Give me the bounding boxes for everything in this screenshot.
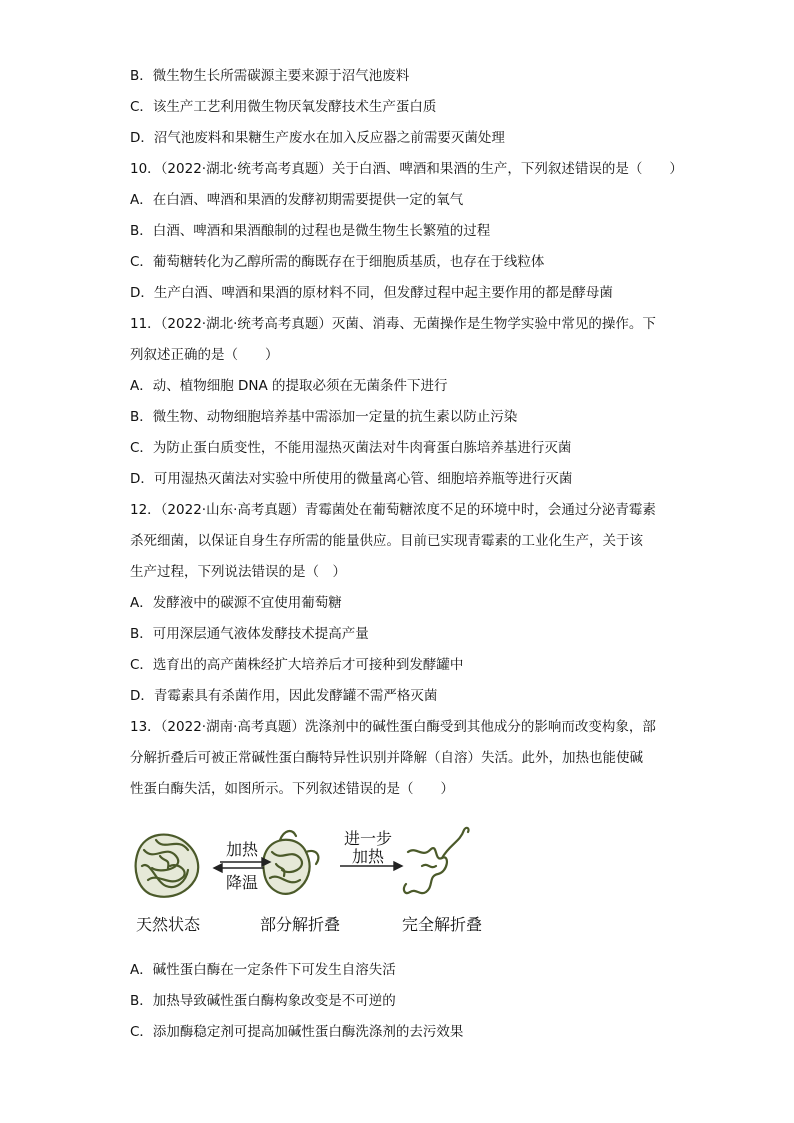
- text-line: B．微生物生长所需碳源主要来源于沼气池废料: [130, 68, 410, 84]
- partially-unfolded-protein-image: [263, 831, 318, 894]
- state-partial-label: 部分解折叠: [259, 915, 341, 934]
- text-line: A．在白酒、啤酒和果酒的发酵初期需要提供一定的氧气: [130, 192, 464, 208]
- state-full-label: 完全解折叠: [401, 915, 483, 934]
- text-line: C．添加酶稳定剂可提高加碱性蛋白酶洗涤剂的去污效果: [130, 1024, 464, 1040]
- text-line: B．加热导致碱性蛋白酶构象改变是不可逆的: [130, 993, 396, 1009]
- question-10: 10．（2022·湖北·统考高考真题）关于白酒、啤酒和果酒的生产，下列叙述错误的是（ ）: [130, 161, 683, 177]
- arrow1-bottom-label: 降温: [225, 873, 259, 892]
- text-line: A．发酵液中的碳源不宜使用葡萄糖: [130, 595, 342, 611]
- text-line: B．可用深层通气液体发酵技术提高产量: [130, 626, 369, 642]
- text-line: A．碱性蛋白酶在一定条件下可发生自溶失活: [130, 962, 396, 978]
- text-line: C．选育出的高产菌株经扩大培养后才可接种到发酵罐中: [130, 657, 464, 673]
- question-11: 11．（2022·湖北·统考高考真题）灭菌、消毒、无菌操作是生物学实验中常见的操作。下: [130, 316, 656, 332]
- text-line: 杀死细菌，以保证自身生存所需的能量供应。目前已实现青霉素的工业化生产，关于该: [130, 533, 643, 549]
- text-line: C．该生产工艺利用微生物厌氧发酵技术生产蛋白质: [130, 99, 437, 115]
- arrow2-bottom-label: 加热: [351, 847, 385, 866]
- text-line: 分解折叠后可被正常碱性蛋白酶特异性识别并降解（自溶）失活。此外，加热也能使碱: [130, 750, 643, 766]
- text-line: 性蛋白酶失活，如图所示。下列叙述错误的是（ ）: [130, 781, 454, 797]
- text-line: B．微生物、动物细胞培养基中需添加一定量的抗生素以防止污染: [130, 409, 518, 425]
- text-line: D．沼气池废料和果糖生产废水在加入反应器之前需要灭菌处理: [130, 130, 505, 146]
- protein-unfolding-figure: [130, 822, 490, 942]
- text-line: 生产过程，下列说法错误的是（ ）: [130, 564, 346, 580]
- question-12: 12．（2022·山东·高考真题）青霉菌处在葡萄糖浓度不足的环境中时，会通过分泌青霉素: [130, 502, 656, 518]
- text-line: D．生产白酒、啤酒和果酒的原材料不同，但发酵过程中起主要作用的都是酵母菌: [130, 285, 613, 301]
- question-13: 13．（2022·湖南·高考真题）洗涤剂中的碱性蛋白酶受到其他成分的影响而改变构象，部: [130, 719, 656, 735]
- text-line: D．可用湿热灭菌法对实验中所使用的微量离心管、细胞培养瓶等进行灭菌: [130, 471, 573, 487]
- text-line: C．为防止蛋白质变性，不能用湿热灭菌法对牛肉膏蛋白胨培养基进行灭菌: [130, 440, 572, 456]
- text-line: A．动、植物细胞 DNA 的提取必须在无菌条件下进行: [130, 378, 448, 394]
- reversible-arrow-icon: [214, 858, 270, 872]
- text-line: D．青霉素具有杀菌作用，因此发酵罐不需严格灭菌: [130, 688, 438, 704]
- text-line: C．葡萄糖转化为乙醇所需的酶既存在于细胞质基质，也存在于线粒体: [130, 254, 545, 270]
- text-line: B．白酒、啤酒和果酒酿制的过程也是微生物生长繁殖的过程: [130, 223, 491, 239]
- text-line: 列叙述正确的是（ ）: [130, 347, 279, 363]
- arrow2-top-label: 进一步: [343, 829, 393, 848]
- fully-unfolded-protein-image: [404, 828, 469, 893]
- native-protein-image: [136, 835, 199, 897]
- arrow1-top-label: 加热: [225, 840, 259, 859]
- state-native-label: 天然状态: [135, 915, 201, 934]
